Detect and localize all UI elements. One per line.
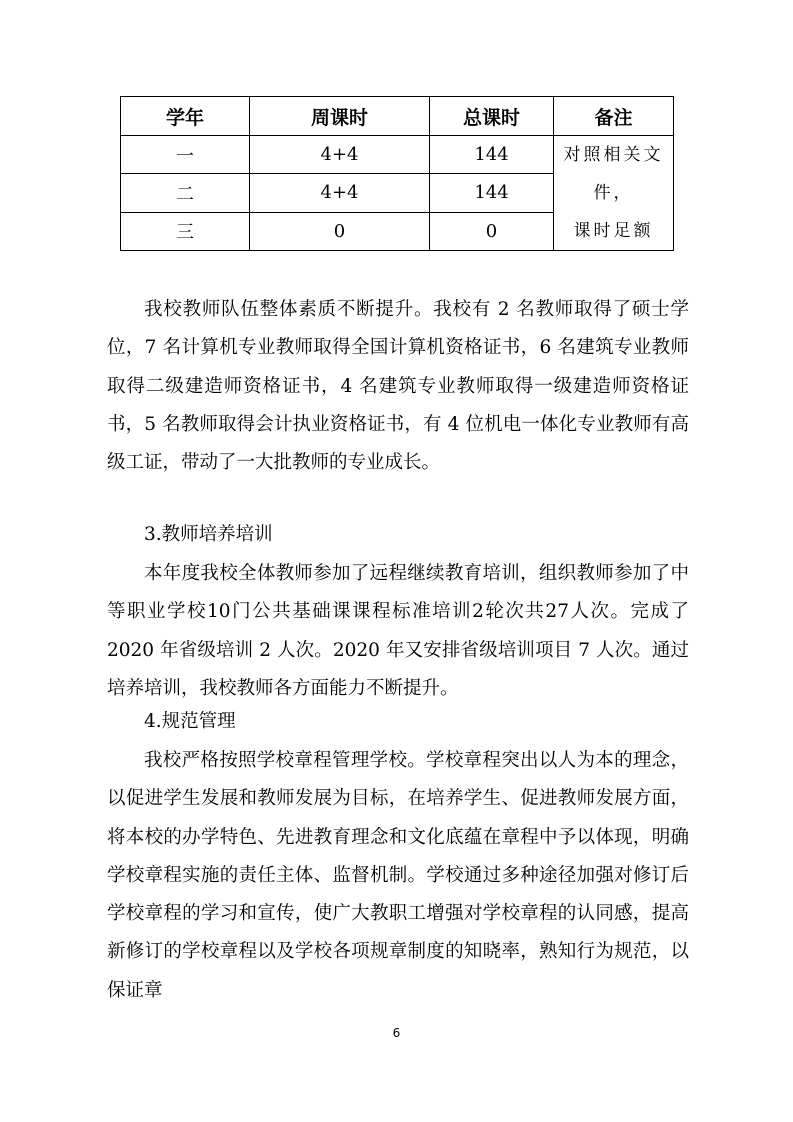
cell-grade: 三: [121, 212, 250, 250]
header-remarks: 备注: [554, 97, 674, 136]
cell-total-hours: 144: [430, 174, 554, 212]
header-grade: 学年: [121, 97, 250, 136]
cell-grade: 二: [121, 174, 250, 212]
page-number: 6: [392, 1026, 401, 1040]
remarks-line: 件，: [593, 183, 634, 203]
section-heading-management: 4.规范管理: [144, 711, 236, 732]
remarks-line: 对照相关文: [563, 145, 664, 165]
cell-weekly-hours: 4+4: [250, 174, 430, 212]
cell-total-hours: 0: [430, 212, 554, 250]
paragraph-training: 本年度我校全体教师参加了远程继续教育培训，组织教师参加了中等职业学校10门公共基础课课程标准培训2轮次共27人次。完成了 2020 年省级培训 2 人次。2020 年又安排省级培训项目 7 人次。通过培养培训，我校教师各方面能力不断提升。: [107, 563, 689, 699]
cell-weekly-hours: 0: [250, 212, 430, 250]
header-total-hours: 总课时: [430, 97, 554, 136]
cell-weekly-hours: 4+4: [250, 136, 430, 174]
remarks-line: 课时足额: [573, 221, 654, 241]
header-weekly-hours: 周课时: [250, 97, 430, 136]
cell-remarks: [554, 136, 674, 251]
cell-total-hours: 144: [430, 136, 554, 174]
cell-grade: 一: [121, 136, 250, 174]
paragraph-management: 我校严格按照学校章程管理学校。学校章程突出以人为本的理念，以促进学生发展和教师发展为目标，在培养学生、促进教师发展方面，将本校的办学特色、先进教育理念和文化底蕴在章程中予以体现，明确学校章程实施的责任主体、监督机制。学校通过多种途径加强对修订后学校章程的学习和宣传，使广大教职工增强对学校章程的认同感，提高新修订的学校章程以及学校各项规章制度的知晓率，熟知行为规范，以保证章: [107, 750, 689, 1001]
class-hours-table: [120, 96, 674, 251]
table-row: [121, 136, 674, 174]
table-header-row: [121, 97, 674, 136]
paragraph-teacher-quality: 我校教师队伍整体素质不断提升。我校有 2 名教师取得了硕士学位，7 名计算机专业教师取得全国计算机资格证书，6 名建筑专业教师取得二级建造师资格证书，4 名建筑专业教师取得一级建造师资格证书，5 名教师取得会计执业资格证书，有 4 位机电一体化专业教师有高级工证，带动了一大批教师的专业成长。: [107, 299, 689, 474]
section-heading-training: 3.教师培养培训: [144, 524, 273, 545]
